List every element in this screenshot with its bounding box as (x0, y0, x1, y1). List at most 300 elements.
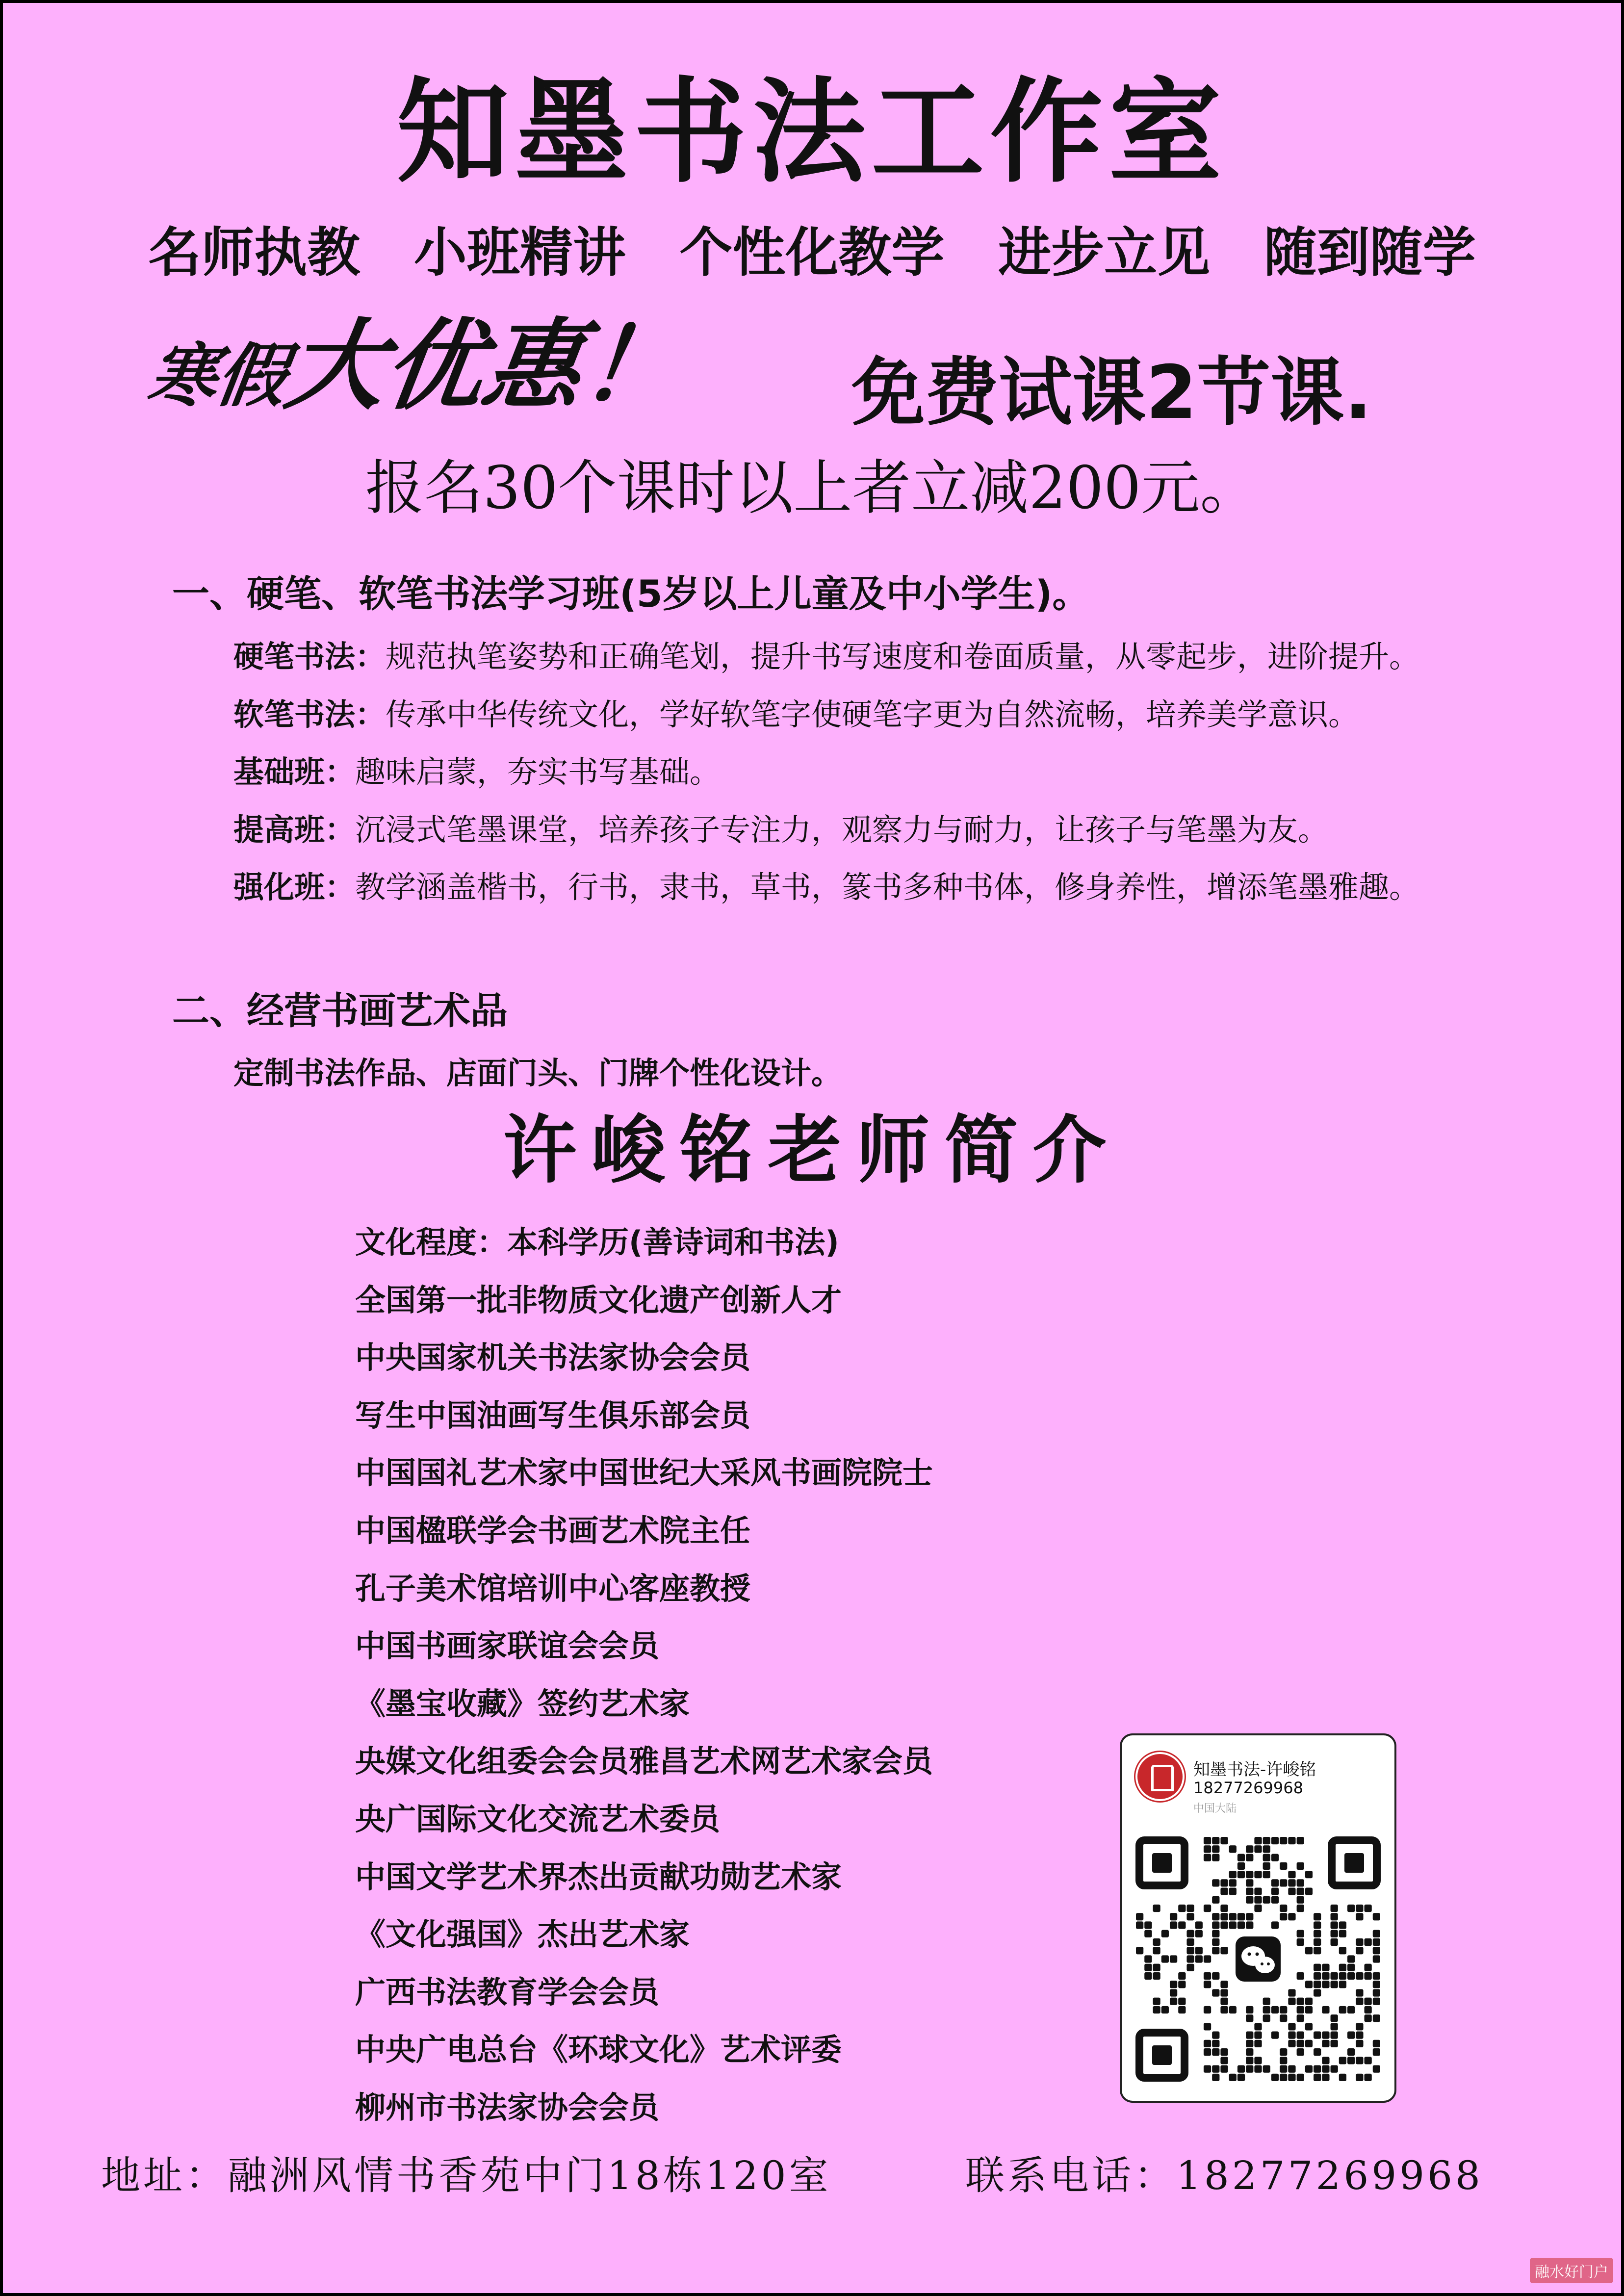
item-text: 趣味启蒙，夯实书写基础。 (355, 754, 721, 790)
qr-module (1280, 2065, 1287, 2073)
qr-module (1347, 2006, 1355, 2013)
qr-module (1153, 1947, 1160, 1954)
qr-module (1280, 2074, 1287, 2081)
qr-module (1356, 1998, 1363, 2005)
qr-module (1288, 1913, 1295, 1920)
qr-module (1170, 1955, 1177, 1962)
qr-contact-region: 中国大陆 (1193, 1803, 1237, 1815)
item-label: 强化班： (233, 869, 356, 905)
qr-module (1246, 2040, 1253, 2047)
item-label: 软笔书法： (233, 697, 386, 732)
qr-module (1331, 1905, 1338, 1912)
qr-module (1204, 2006, 1211, 2013)
qr-module (1347, 2048, 1355, 2056)
qr-module (1331, 2032, 1338, 2039)
qr-module (1280, 1837, 1287, 1844)
qr-module (1373, 1947, 1380, 1954)
qr-module (1331, 1981, 1338, 1988)
qr-module (1314, 1938, 1321, 1946)
qr-module (1212, 1930, 1219, 1937)
qr-module (1212, 1845, 1219, 1853)
qr-module (1204, 2048, 1211, 2056)
slogan: 个性化教学 (679, 222, 945, 284)
qr-module (1144, 1972, 1152, 1980)
qr-module (1204, 1972, 1211, 1980)
wechat-qr-card[interactable] (1120, 1733, 1396, 2103)
qr-module (1322, 2065, 1329, 2073)
qr-module (1305, 2023, 1313, 2030)
qr-module (1297, 1930, 1304, 1937)
qr-module (1246, 2014, 1253, 2022)
qr-module (1271, 1921, 1279, 1929)
qr-module (1220, 1921, 1228, 1929)
studio-logo-icon (1135, 1752, 1185, 1801)
qr-module (1297, 1938, 1304, 1946)
qr-module (1365, 1905, 1372, 1912)
qr-module (1170, 1921, 1177, 1929)
qr-module (1314, 2074, 1321, 2081)
qr-module (1356, 1938, 1363, 1946)
qr-module (1365, 2006, 1372, 2013)
qr-module (1322, 2074, 1329, 2081)
qr-module (1186, 1938, 1194, 1946)
qr-module (1212, 2065, 1219, 2073)
qr-module (1297, 1896, 1304, 1904)
wechat-icon (1231, 1932, 1286, 1986)
qr-module (1237, 1854, 1245, 1861)
qr-module (1237, 1862, 1245, 1870)
qr-module (1288, 1879, 1295, 1886)
qr-module (1322, 1964, 1329, 1971)
qr-module (1297, 1905, 1304, 1912)
qr-module (1331, 2023, 1338, 2030)
qr-module (1314, 1972, 1321, 1980)
qr-module (1220, 1998, 1228, 2005)
qr-module (1186, 1913, 1194, 1920)
qr-module (1237, 2065, 1245, 2073)
qr-module (1373, 1981, 1380, 1988)
section1-item (233, 639, 1420, 674)
item-label: 基础班： (233, 754, 356, 790)
qr-module (1144, 1955, 1152, 1962)
qr-module (1229, 2074, 1237, 2081)
qr-module (1246, 1879, 1253, 1886)
qr-module (1263, 1862, 1270, 1870)
slogan: 进步立见 (998, 222, 1211, 284)
bio-item: 写生中国油画写生俱乐部会员 (355, 1397, 751, 1433)
qr-module (1263, 1896, 1270, 1904)
qr-module (1347, 1905, 1355, 1912)
qr-module (1212, 1896, 1219, 1904)
qr-module (1271, 1837, 1279, 1844)
qr-module (1254, 1837, 1262, 1844)
qr-module (1144, 1921, 1152, 1929)
qr-module (1339, 1947, 1346, 1954)
qr-module (1186, 1930, 1194, 1937)
qr-module (1136, 1947, 1143, 1954)
bio-item: 广西书法教育学会会员 (355, 1974, 660, 2010)
item-text: 规范执笔姿势和正确笔划，提升书写速度和卷面质量，从零起步，进阶提升。 (386, 639, 1420, 674)
qr-module (1347, 2032, 1355, 2039)
item-text: 教学涵盖楷书，行书，隶书，草书，篆书多种书体，修身养性，增添笔墨雅趣。 (355, 869, 1420, 905)
qr-module (1229, 1845, 1237, 1853)
qr-module (1356, 1947, 1363, 1954)
qr-module (1356, 1989, 1363, 1996)
qr-module (1195, 1930, 1203, 1937)
qr-module (1373, 2065, 1380, 2073)
qr-module (1186, 1905, 1194, 1912)
qr-contact-phone: 18277269968 (1193, 1779, 1303, 1797)
qr-module (1322, 2006, 1329, 2013)
qr-module (1229, 1887, 1237, 1895)
promo-big: 大优惠！ (279, 308, 688, 423)
qr-module (1280, 1905, 1287, 1912)
qr-module (1153, 1964, 1160, 1971)
qr-module (1220, 2065, 1228, 2073)
qr-module (1136, 1913, 1143, 1920)
qr-module (1347, 1955, 1355, 1962)
qr-module (1220, 2048, 1228, 2056)
qr-module (1212, 2048, 1219, 2056)
qr-module (1331, 2040, 1338, 2047)
qr-module (1314, 1921, 1321, 1929)
slogan-row (3, 222, 1621, 284)
qr-module (1271, 1879, 1279, 1886)
qr-module (1254, 2057, 1262, 2064)
qr-module (1195, 1947, 1203, 1954)
qr-module (1254, 2032, 1262, 2039)
qr-module (1212, 1837, 1219, 1844)
qr-module (1305, 2040, 1313, 2047)
qr-module (1195, 1921, 1203, 1929)
qr-module (1297, 1862, 1304, 1870)
qr-module (1331, 1913, 1338, 1920)
qr-module (1153, 1972, 1160, 1980)
qr-module (1365, 1938, 1372, 1946)
qr-module (1271, 2006, 1279, 2013)
qr-module (1280, 1862, 1287, 1870)
qr-module (1373, 1998, 1380, 2005)
slogan: 名师执教 (148, 222, 361, 284)
qr-module (1356, 2023, 1363, 2030)
qr-module (1373, 1930, 1380, 1937)
watermark: 融水好门户 (1530, 2258, 1613, 2283)
qr-module (1161, 2006, 1169, 2013)
qr-module (1314, 1989, 1321, 1996)
qr-module (1204, 2065, 1211, 2073)
qr-module (1339, 1930, 1346, 1937)
qr-module (1322, 1972, 1329, 1980)
qr-module (1161, 1930, 1169, 1937)
qr-module (1356, 1972, 1363, 1980)
qr-module (1246, 1921, 1253, 1929)
item-text: 传承中华传统文化，学好软笔字使硬笔字更为自然流畅，培养美学意识。 (386, 697, 1359, 732)
qr-module (1178, 1921, 1186, 1929)
qr-module (1280, 2048, 1287, 2056)
qr-module (1263, 1854, 1270, 1861)
qr-module (1246, 1854, 1253, 1861)
qr-module (1263, 2065, 1270, 2073)
bio-item: 央广国际文化交流艺术委员 (355, 1801, 721, 1837)
qr-module (1246, 1871, 1253, 1878)
qr-module (1331, 2014, 1338, 2022)
qr-module (1373, 2014, 1380, 2022)
qr-module (1212, 2074, 1219, 2081)
qr-module (1144, 1930, 1152, 1937)
qr-module (1280, 1913, 1287, 1920)
qr-module (1204, 1837, 1211, 1844)
qr-module (1212, 1913, 1219, 1920)
qr-module (1246, 2048, 1253, 2056)
qr-module (1220, 2006, 1228, 2013)
qr-module (1331, 1930, 1338, 1937)
qr-module (1280, 2014, 1287, 2022)
qr-module (1314, 2065, 1321, 2073)
qr-module (1229, 1871, 1237, 1878)
qr-module (1229, 1913, 1237, 1920)
qr-module (1271, 1896, 1279, 1904)
bio-item: 中国国礼艺术家中国世纪大采风书画院院士 (355, 1455, 933, 1491)
qr-module (1237, 1871, 1245, 1878)
qr-module (1212, 1947, 1219, 1954)
qr-module (1237, 2074, 1245, 2081)
qr-module (1373, 2048, 1380, 2056)
qr-module (1288, 1989, 1295, 1996)
qr-module (1288, 2032, 1295, 2039)
qr-module (1204, 2023, 1211, 2030)
qr-module (1305, 1981, 1313, 1988)
qr-module (1204, 1854, 1211, 1861)
qr-module (1220, 1837, 1228, 1844)
qr-module (1212, 1989, 1219, 1996)
qr-module (1229, 1879, 1237, 1886)
qr-module (1263, 1845, 1270, 1853)
qr-module (1254, 2065, 1262, 2073)
bio-item: 《墨宝收藏》签约艺术家 (355, 1685, 690, 1722)
qr-module (1280, 2006, 1287, 2013)
qr-module (1373, 1989, 1380, 1996)
qr-module (1356, 2040, 1363, 2047)
qr-module (1212, 1921, 1219, 1929)
qr-module (1186, 1947, 1194, 1954)
qr-contact-name: 知墨书法-许峻铭 (1193, 1760, 1316, 1780)
qr-module (1288, 2074, 1295, 2081)
qr-module (1220, 1981, 1228, 1988)
qr-module (1246, 1845, 1253, 1853)
qr-module (1153, 1998, 1160, 2005)
qr-module (1314, 1913, 1321, 1920)
qr-module (1297, 2014, 1304, 2022)
qr-module (1220, 1913, 1228, 1920)
qr-module (1178, 2006, 1186, 2013)
qr-module (1297, 1887, 1304, 1895)
slogan: 随到随学 (1263, 222, 1476, 284)
qr-module (1254, 1887, 1262, 1895)
qr-module (1246, 1887, 1253, 1895)
qr-module (1305, 1998, 1313, 2005)
qr-module (1153, 1938, 1160, 1946)
qr-module (1254, 1905, 1262, 1912)
qr-module (1297, 2074, 1304, 2081)
qr-module (1204, 1905, 1211, 1912)
qr-module (1254, 2023, 1262, 2030)
qr-module (1314, 2048, 1321, 2056)
qr-module (1220, 1879, 1228, 1886)
qr-module (1254, 2040, 1262, 2047)
qr-module (1288, 2065, 1295, 2073)
qr-module (1204, 2040, 1211, 2047)
qr-module (1305, 2006, 1313, 2013)
slogan: 小班精讲 (413, 222, 626, 284)
qr-module (1347, 1972, 1355, 1980)
item-text: 沉浸式笔墨课堂，培养孩子专注力，观察力与耐力，让孩子与笔墨为友。 (355, 812, 1329, 848)
bio-item: 中央广电总台《环球文化》艺术评委 (355, 2032, 842, 2068)
section2-heading: 二、经营书画艺术品 (172, 989, 508, 1032)
qr-module (1365, 1972, 1372, 1980)
qr-module (1212, 1854, 1219, 1861)
qr-module (1144, 1964, 1152, 1971)
qr-module (1297, 1879, 1304, 1886)
qr-module (1322, 2040, 1329, 2047)
qr-module (1339, 1964, 1346, 1971)
qr-module (1178, 1972, 1186, 1980)
qr-module (1212, 2032, 1219, 2039)
qr-module (1246, 2006, 1253, 2013)
qr-module (1305, 1887, 1313, 1895)
qr-module (1178, 1981, 1186, 1988)
qr-module (1288, 1998, 1295, 2005)
qr-code-icon[interactable] (1135, 1836, 1381, 2082)
qr-module (1314, 2032, 1321, 2039)
qr-module (1170, 1981, 1177, 1988)
qr-module (1170, 1913, 1177, 1920)
qr-module (1339, 2057, 1346, 2064)
qr-module (1365, 1964, 1372, 1971)
promo-headline (143, 308, 688, 423)
qr-module (1280, 1879, 1287, 1886)
bio-list (355, 1224, 933, 2150)
qr-module (1229, 2006, 1237, 2013)
page-title: 知墨书法工作室 (396, 67, 1228, 198)
qr-module (1356, 1913, 1363, 1920)
qr-module (1178, 1998, 1186, 2005)
bio-item: 文化程度：本科学历(善诗词和书法) (355, 1224, 839, 1260)
qr-module (1356, 2057, 1363, 2064)
qr-module (1204, 1955, 1211, 1962)
qr-module (1254, 1845, 1262, 1853)
qr-module (1161, 1955, 1169, 1962)
bio-item: 中国楹联学会书画艺术院主任 (355, 1512, 751, 1548)
qr-module (1246, 2065, 1253, 2073)
qr-module (1220, 1887, 1228, 1895)
qr-module (1246, 1913, 1253, 1920)
qr-module (1322, 1981, 1329, 1988)
qr-module (1170, 1989, 1177, 1996)
qr-module (1220, 1947, 1228, 1954)
qr-module (1212, 2040, 1219, 2047)
section1-item (233, 699, 1359, 730)
bio-item: 中国书画家联谊会会员 (355, 1628, 660, 1664)
qr-module (1365, 2014, 1372, 2022)
item-label: 硬笔书法： (233, 639, 386, 674)
section1-item (233, 812, 1329, 848)
qr-module (1246, 1896, 1253, 1904)
bio-item: 全国第一批非物质文化遗产创新人才 (355, 1282, 842, 1318)
qr-module (1297, 2048, 1304, 2056)
qr-module (1356, 2074, 1363, 2081)
qr-module (1356, 2032, 1363, 2039)
qr-module (1365, 1998, 1372, 2005)
qr-module (1186, 1955, 1194, 1962)
footer-phone[interactable]: 联系电话：18277269968 (965, 2153, 1483, 2198)
qr-module (1322, 2057, 1329, 2064)
qr-module (1153, 2006, 1160, 2013)
qr-module (1229, 1921, 1237, 1929)
qr-module (1271, 2032, 1279, 2039)
qr-module (1305, 1947, 1313, 1954)
qr-module (1339, 1972, 1346, 1980)
qr-module (1178, 1905, 1186, 1912)
section1-item (233, 869, 1420, 905)
poster (3, 3, 1621, 2293)
promo-trial: 免费试课2节课. (851, 350, 1372, 436)
footer-address: 地址：融洲风情书香苑中门18栋120室 (101, 2153, 831, 2198)
qr-module (1254, 1896, 1262, 1904)
qr-module (1237, 1921, 1245, 1929)
bio-item: 柳州市书法家协会会员 (355, 2089, 660, 2125)
qr-module (1263, 1837, 1270, 1844)
bio-title: 许峻铭老师简介 (503, 1108, 1121, 1193)
section1-item (233, 754, 721, 790)
qr-module (1220, 1905, 1228, 1912)
qr-module (1331, 1921, 1338, 1929)
qr-module (1271, 1854, 1279, 1861)
qr-module (1365, 2057, 1372, 2064)
qr-module (1212, 1879, 1219, 1886)
qr-module (1331, 2065, 1338, 2073)
qr-module (1322, 2032, 1329, 2039)
qr-module (1297, 1998, 1304, 2005)
qr-module (1212, 1972, 1219, 1980)
qr-module (1339, 2006, 1346, 2013)
qr-module (1297, 2040, 1304, 2047)
qr-module (1297, 1972, 1304, 1980)
qr-module (1280, 2057, 1287, 2064)
item-label: 提高班： (233, 812, 356, 848)
qr-module (1220, 2057, 1228, 2064)
qr-module (1365, 2074, 1372, 2081)
qr-module (1254, 1871, 1262, 1878)
qr-module (1237, 1913, 1245, 1920)
qr-module (1331, 1972, 1338, 1980)
qr-module (1373, 1913, 1380, 1920)
qr-module (1297, 2032, 1304, 2039)
qr-module (1212, 1938, 1219, 1946)
qr-module (1220, 1989, 1228, 1996)
qr-module (1373, 2040, 1380, 2047)
qr-module (1195, 1955, 1203, 1962)
bio-item: 中国文学艺术界杰出贡献功勋艺术家 (355, 1858, 842, 1895)
qr-module (1288, 1887, 1295, 1895)
qr-module (1373, 1972, 1380, 1980)
qr-module (1288, 1871, 1295, 1878)
qr-module (1263, 2006, 1270, 2013)
qr-module (1271, 1887, 1279, 1895)
qr-module (1136, 1921, 1143, 1929)
qr-module (1263, 1871, 1270, 1878)
qr-module (1204, 1845, 1211, 1853)
qr-module (1339, 2074, 1346, 2081)
